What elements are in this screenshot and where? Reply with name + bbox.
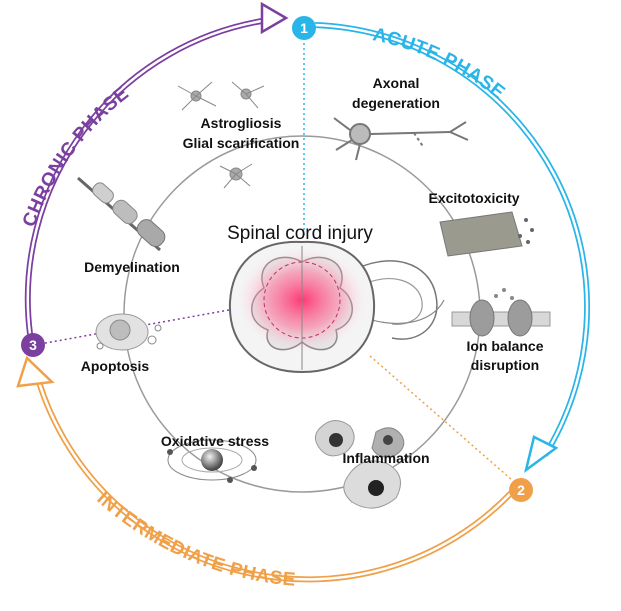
neuron-icon <box>334 118 468 160</box>
intermediate-arrowhead <box>18 358 52 386</box>
intermediate-phase-arc <box>18 358 512 579</box>
label-axonal-1: Axonal <box>372 75 420 91</box>
label-oxidative-stress: Oxidative stress <box>160 433 270 449</box>
label-apoptosis: Apoptosis <box>80 358 150 374</box>
marker-1 <box>292 16 316 40</box>
svg-text:3: 3 <box>29 337 37 353</box>
label-demyelination: Demyelination <box>84 259 180 275</box>
chronic-arrowhead <box>262 4 286 32</box>
apoptosis-cell-icon <box>96 314 161 350</box>
acute-phase-label: ACUTE PHASE <box>370 24 509 104</box>
label-excitotoxicity: Excitotoxicity <box>428 190 520 206</box>
label-inflammation: Inflammation <box>342 450 430 466</box>
diagram-title: Spinal cord injury <box>227 223 373 244</box>
marker-3 <box>21 333 45 357</box>
svg-text:1: 1 <box>300 20 308 36</box>
chronic-phase-label: CHRONIC PHASE <box>18 82 134 230</box>
spinal-cord-illustration <box>230 242 444 372</box>
excitotoxicity-icon <box>440 212 534 256</box>
label-ion-1: Ion balance <box>466 338 544 354</box>
label-astrogliosis-1: Astrogliosis <box>200 115 282 131</box>
label-astrogliosis-2: Glial scarification <box>182 135 300 151</box>
ion-channel-icon <box>452 288 550 336</box>
intermediate-phase-label: INTERMEDIATE PHASE <box>92 488 297 591</box>
svg-text:2: 2 <box>517 482 525 498</box>
label-axonal-2: degeneration <box>352 95 440 111</box>
marker-2 <box>509 478 533 502</box>
label-ion-2: disruption <box>470 357 540 373</box>
